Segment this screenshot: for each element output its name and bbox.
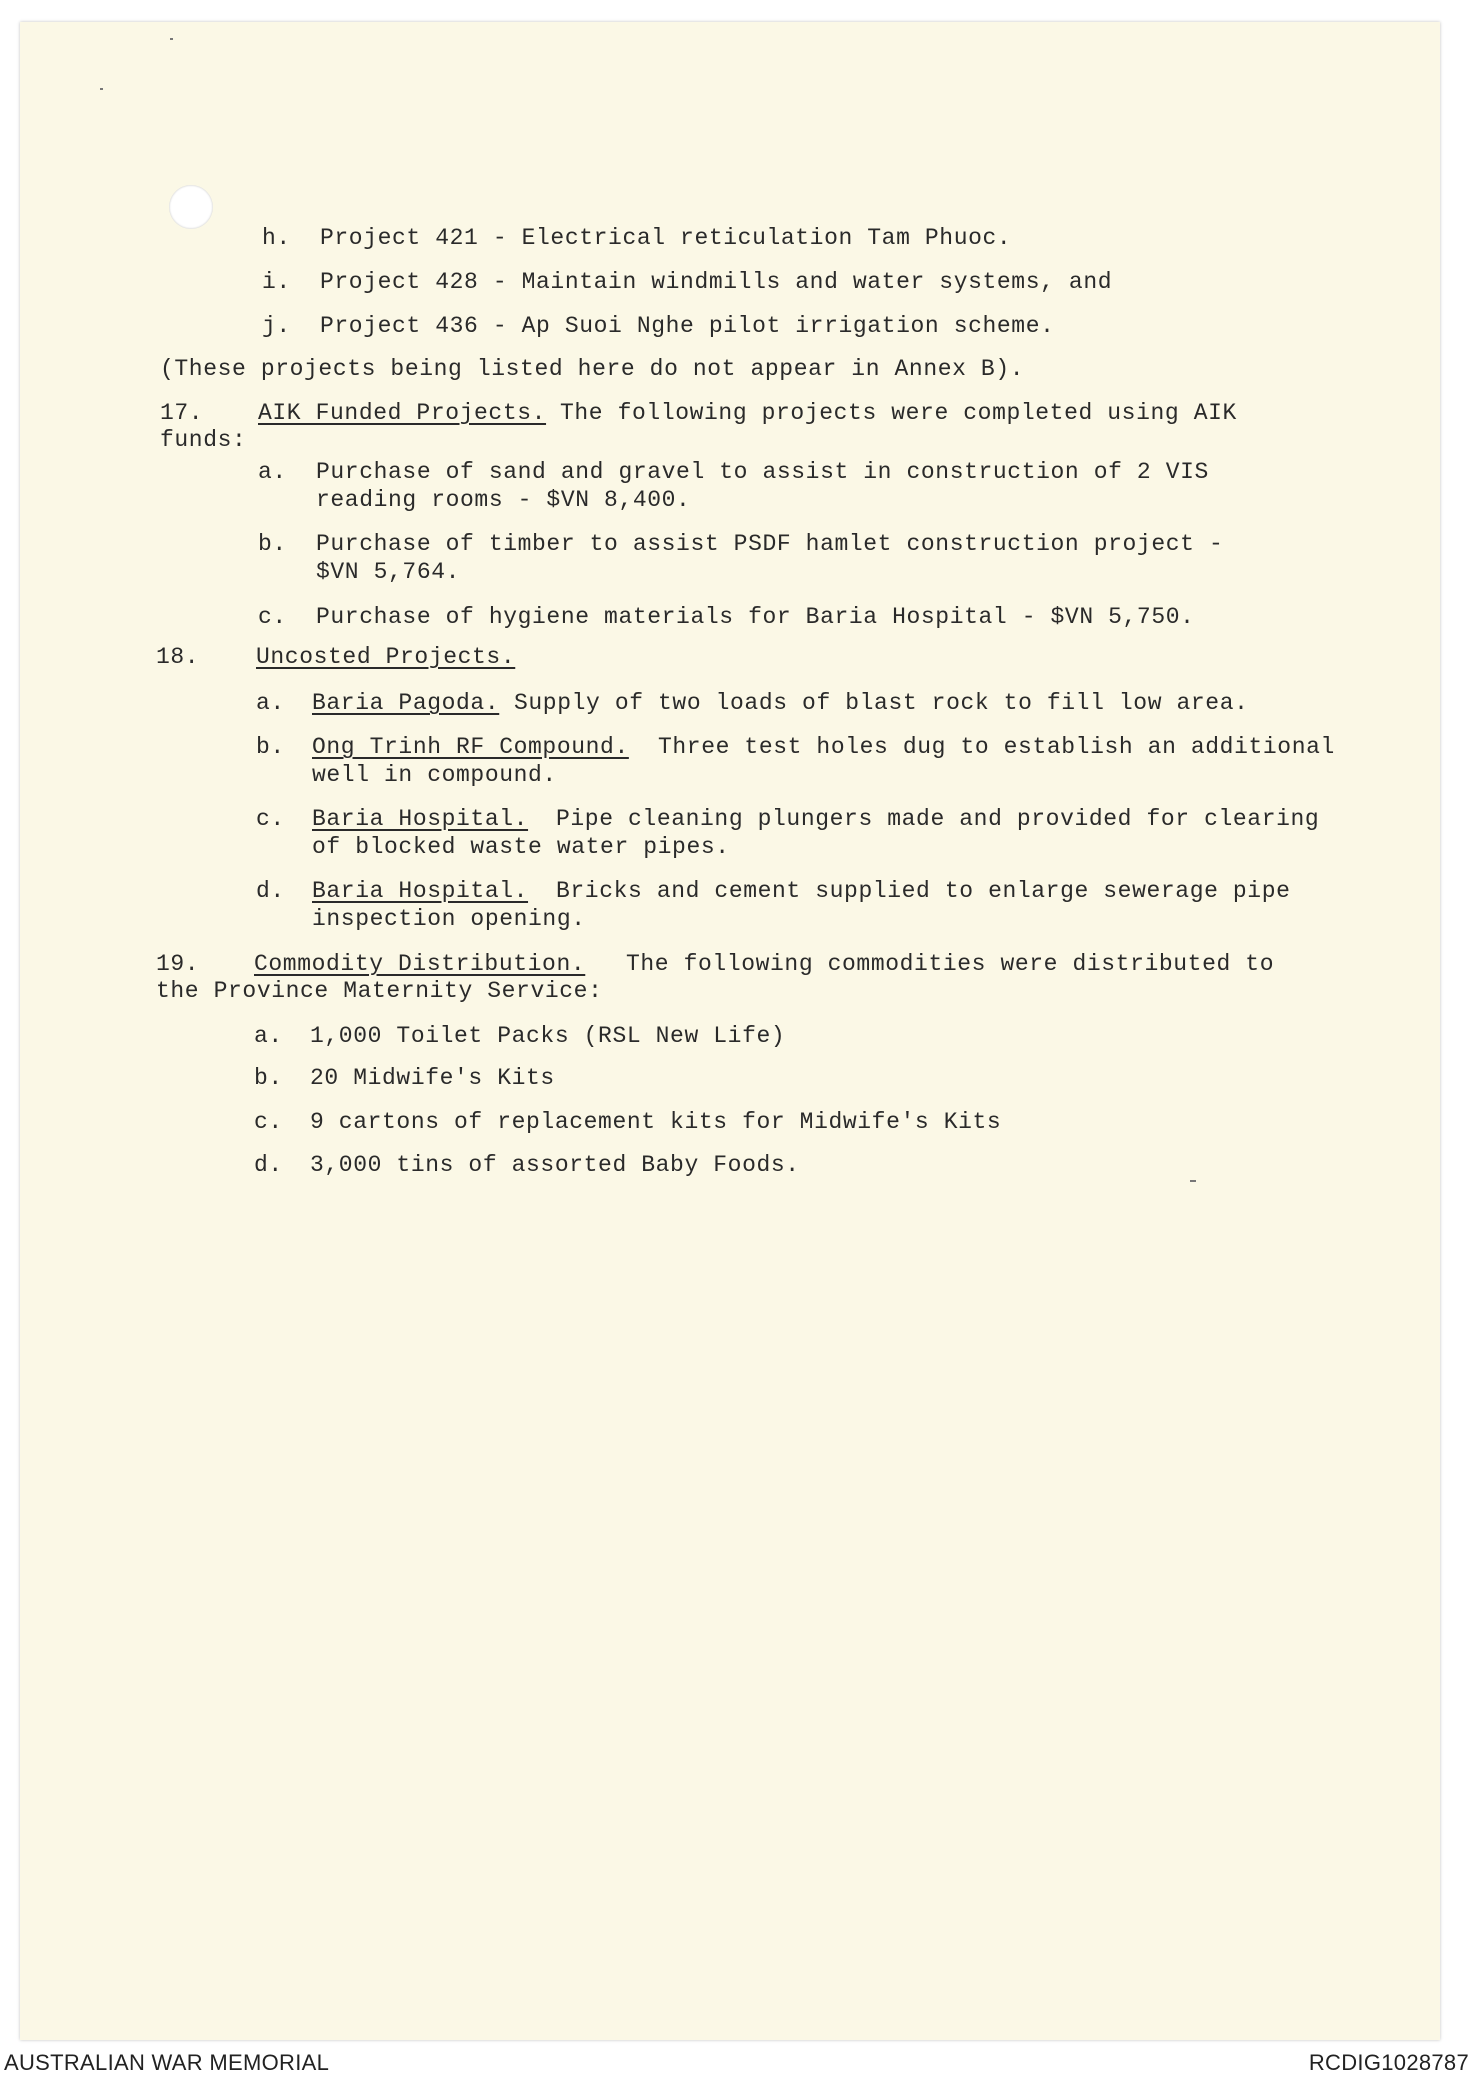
para-18-item-line1: Pipe cleaning plungers made and provided for clearing xyxy=(556,806,1320,832)
para-17-item-letter: c. xyxy=(258,604,287,630)
punch-hole xyxy=(169,185,213,229)
para-18-item-line1: Three test holes dug to establish an additional xyxy=(658,734,1335,760)
para-18-item-letter: a. xyxy=(256,690,285,716)
para-19-heading: Commodity Distribution. xyxy=(254,951,586,977)
item-j-text: Project 436 - Ap Suoi Nghe pilot irrigation scheme. xyxy=(320,313,1055,339)
para-19-item-letter: c. xyxy=(254,1109,283,1135)
para-17-item-line2: $VN 5,764. xyxy=(316,559,461,585)
footer-archive-name: AUSTRALIAN WAR MEMORIAL xyxy=(4,2050,330,2075)
item-j-letter: j. xyxy=(262,313,291,339)
para-17-cont: funds: xyxy=(160,427,247,453)
para-19-item-text: 9 cartons of replacement kits for Midwife's Kits xyxy=(310,1109,1002,1135)
para-17-number: 17. xyxy=(160,400,204,426)
para-19-item-text: 3,000 tins of assorted Baby Foods. xyxy=(310,1152,800,1178)
para-17-item-line1: Purchase of sand and gravel to assist in construction of 2 VIS xyxy=(316,459,1209,485)
para-18-item-heading: Baria Pagoda. xyxy=(312,690,500,716)
para-18-item-line1: Bricks and cement supplied to enlarge sewerage pipe xyxy=(556,878,1291,904)
para-19-cont: the Province Maternity Service: xyxy=(156,978,603,1004)
item-h-text: Project 421 - Electrical reticulation Tam Phuoc. xyxy=(320,225,1012,251)
para-19-number: 19. xyxy=(156,951,200,977)
para-17-text: The following projects were completed using AIK xyxy=(560,400,1237,426)
footer-record-id: RCDIG1028787 xyxy=(1308,2050,1469,2075)
para-19-item-letter: a. xyxy=(254,1023,283,1049)
paper-speck xyxy=(100,88,103,90)
para-18-item-heading: Ong Trinh RF Compound. xyxy=(312,734,629,760)
paper-speck xyxy=(1190,1180,1196,1182)
item-i-letter: i. xyxy=(262,269,291,295)
para-18-item-line2: inspection opening. xyxy=(312,906,586,932)
para-19-item-text: 1,000 Toilet Packs (RSL New Life) xyxy=(310,1023,786,1049)
item-i-text: Project 428 - Maintain windmills and water systems, and xyxy=(320,269,1113,295)
para-18-heading: Uncosted Projects. xyxy=(256,644,516,670)
para-17-item-letter: b. xyxy=(258,531,287,557)
para-17-heading: AIK Funded Projects. xyxy=(258,400,547,426)
para-17-item-line1: Purchase of hygiene materials for Baria Hospital - $VN 5,750. xyxy=(316,604,1195,630)
annex-note: (These projects being listed here do not appear in Annex B). xyxy=(160,356,1025,382)
para-19-item-letter: b. xyxy=(254,1065,283,1091)
para-18-item-heading: Baria Hospital. xyxy=(312,806,529,832)
para-17-item-letter: a. xyxy=(258,459,287,485)
para-18-item-line2: of blocked waste water pipes. xyxy=(312,834,730,860)
para-18-item-line1: Supply of two loads of blast rock to fill low area. xyxy=(514,690,1249,716)
para-18-item-heading: Baria Hospital. xyxy=(312,878,529,904)
para-19-item-text: 20 Midwife's Kits xyxy=(310,1065,555,1091)
paper-speck xyxy=(170,38,173,40)
para-18-item-letter: c. xyxy=(256,806,285,832)
item-h-letter: h. xyxy=(262,225,291,251)
para-18-item-letter: b. xyxy=(256,734,285,760)
para-18-item-letter: d. xyxy=(256,878,285,904)
para-19-text: The following commodities were distributed to xyxy=(626,951,1275,977)
para-19-item-letter: d. xyxy=(254,1152,283,1178)
para-17-item-line2: reading rooms - $VN 8,400. xyxy=(316,487,691,513)
para-18-number: 18. xyxy=(156,644,200,670)
para-18-item-line2: well in compound. xyxy=(312,762,557,788)
para-17-item-line1: Purchase of timber to assist PSDF hamlet construction project - xyxy=(316,531,1224,557)
